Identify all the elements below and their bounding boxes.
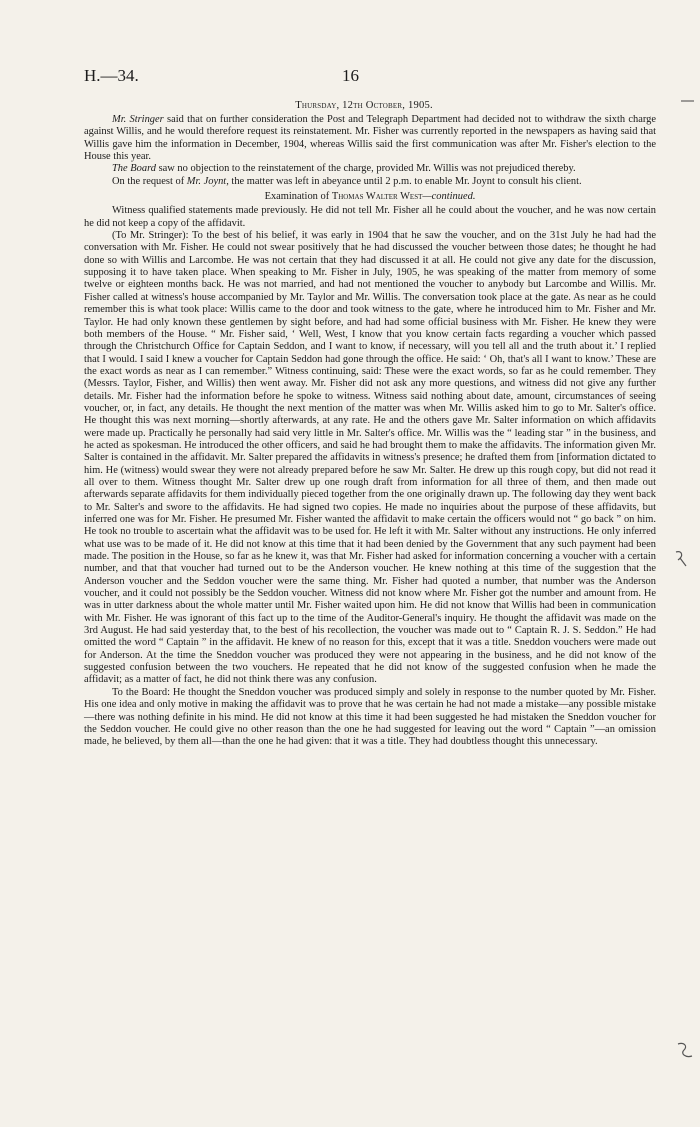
document-body <box>84 114 656 749</box>
margin-pencil-mark <box>676 1040 696 1062</box>
speaker-name: Mr. Stringer <box>112 114 164 125</box>
speaker-name: The Board <box>112 163 156 175</box>
heading-prefix: Examination of <box>264 191 332 203</box>
testimony-paragraph: Witness qualified statements made previously. He did not tell Mr. Fisher all he could about the voucher, and he was now certain he did not keep a copy of the affidavit. <box>84 205 656 229</box>
session-date <box>84 100 644 111</box>
paragraph-text: saw no objection to the reinstatement of the charge, provided Mr. Willis was not prejudiced thereby. <box>155 163 576 175</box>
margin-tick-mark <box>680 98 696 104</box>
paragraph-text: On the request of <box>112 175 187 187</box>
testimony-paragraph: To the Board: He thought the Sneddon voucher was produced simply and solely in response to the number quoted by Mr. Fisher. His one idea and only motive in making the affidavit was to prove that he was certain he had not made a mistake—any possible mistake—there was nothing definite in his mind. He did not know at this time it had been suggested he had mistaken the Sneddon voucher for the Seddon voucher. He could give no other reason than the one he had suggested for leaving out the word “ Captain ”—an omission made, he believed, by them all—than the one he had given: that it was a title. They had doubtless thought this unnecessary. <box>84 686 656 748</box>
margin-pencil-mark <box>672 548 692 570</box>
examination-heading <box>84 191 656 203</box>
testimony-paragraph: (To Mr. Stringer): To the best of his belief, it was early in 1904 that he saw the voucher, and on the 31st July he had had the conversation with Mr. Fisher. He could not swear positively that he had discussed the voucher between those dates; he thought he had done so with Willis and Larcombe. He was not certain that they had discussed it at all. He could not give any date for the discussion, supposing it to have taken place. When speaking to Mr. Fisher in July, 1905, he was speaking of the matter from memory of some twelve or eighteen months back. He was not married, and had not mentioned the voucher to anybody but Larcombe and Willis. Mr. Fisher called at witness's house accompanied by Mr. Taylor and Mr. Willis. The conversation took place at the gate. As near as he could remember this is what took place: Willis came to the door and took witness to the gate, where he introduced him to Mr. Fisher and Mr. Taylor. He had only known these gentlemen by sight before, and had had some official business with Mr. Fisher. He knew they were both members of the House. “ Mr. Fisher said, ‘ Well, West, I know that you know certain facts regarding a voucher which passed through the Christchurch Office for Captain Seddon, and I want to know, if necessary, will you tell all and the truth about it.’ I replied that I would. I said I knew a voucher for Captain Seddon had gone through the office. He said: ‘ Oh, that's all I want to know.’ These are the exact words as near as I can remember.” Witness continuing, said: These were the exact words, so far as he could remember. They (Messrs. Taylor, Fisher, and Willis) then went away. Mr. Fisher did not ask any more questions, and witness did not give any further details. Mr. Fisher had the information before he spoke to witness. Witness said nothing about date, amount, circumstances of seeing voucher, or, in fact, any details. He thought the next mention of the matter was when Mr. Willis asked him to go to Mr. Salter's office. He thought this was next morning—shortly afterwards, at any rate. He and the others gave Mr. Salter information on which affidavits were made up. Practically he personally had said very little in Mr. Salter's office. Mr. Willis was the “ leading star ” in the business, and he acted as spokesman. He introduced the other officers, and said he had brought them to make the affidavits. The information given Mr. Salter is contained in the affidavit. Mr. Salter prepared the affidavits in witness's presence; he drafted them from [information dictated to him. He (witness) would swear they were not already prepared before he saw Mr. Salter. He drew up this rough copy, but did not read it all over to them. Witness thought Mr. Salter drew up one rough draft from information for all three of them, and then made out afterwards separate affidavits for them individually pieced together from the one originally drawn up. The following day they went back to Mr. Salter's and swore to the affidavits. He had signed two copies. He made no inquiries about the purpose of these affidavits, but inferred one was for Mr. Fisher. He presumed Mr. Fisher wanted the affidavit to make certain the officers would not “ go back ” on him. He took no trouble to ascertain what the affidavit was to be used for. He left it with Mr. Salter without any instructions. He only inferred what use was to be made of it. He did not know at this time that it had been denied by the Government that any such payment had been made. The position in the House, so far as he knew it, was that Mr. Fisher had asked for information concerning a voucher with a certain number, and that that voucher had turned out to be the Anderson voucher. He knew nothing at this time of the suggestion that the Anderson voucher and the Seddon voucher were the same thing. Mr. Fisher had quoted a number, that number was the Anderson voucher, and it could not possibly be the Seddon voucher. Witness did not know where Mr. Fisher got the number and amount from. He was in utter darkness about the whole matter until Mr. Fisher waited upon him. He did not know that Willis had been in communication with Mr. Fisher. He was ignorant of this fact up to the time of the Auditor-General's inquiry. He thought the affidavit was made on the 3rd August. He had said yesterday that, to the best of his recollection, the voucher was made out to “ Captain R. J. S. Seddon.” He had omitted the word “ Captain ” in the affidavit. He knew of no reason for this, except that it was a title. Sneddon vouchers were made out for Anderson. At the time the Sneddon voucher was produced they were not appearing in the business, and he did not know of the suggested confusion between the two vouchers. He repeated that he did not know of the suggested confusion when he made the affidavit; as a matter of fact, he did not think there was any confusion. <box>84 230 656 686</box>
paragraph-stringer <box>84 114 656 163</box>
witness-name: Thomas Walter West <box>331 191 423 203</box>
paragraph-text: said that on further consideration the Post and Telegraph Department had decided not to withdraw the sixth charge against Willis, and he would therefore request its reinstatement. Mr. Fisher was currently reported in the newspapers as having said that Willis gave him the information in December, 1904, whereas Willis said the first communication was after Mr. Fisher's election to the House this year. <box>84 114 656 163</box>
report-reference: H.—34. <box>84 66 139 85</box>
paragraph-text: , the matter was left in abeyance until 2 p.m. to enable Mr. Joynt to consult his client. <box>226 175 582 187</box>
paragraph-joynt <box>84 176 656 188</box>
date-line: Thursday, 12th October, 1905. <box>295 100 433 111</box>
speaker-name: Mr. Joynt <box>186 175 227 187</box>
page-number: 16 <box>342 66 359 85</box>
page-header <box>84 66 644 86</box>
paragraph-board <box>84 163 656 175</box>
heading-suffix: —continued. <box>422 191 476 203</box>
